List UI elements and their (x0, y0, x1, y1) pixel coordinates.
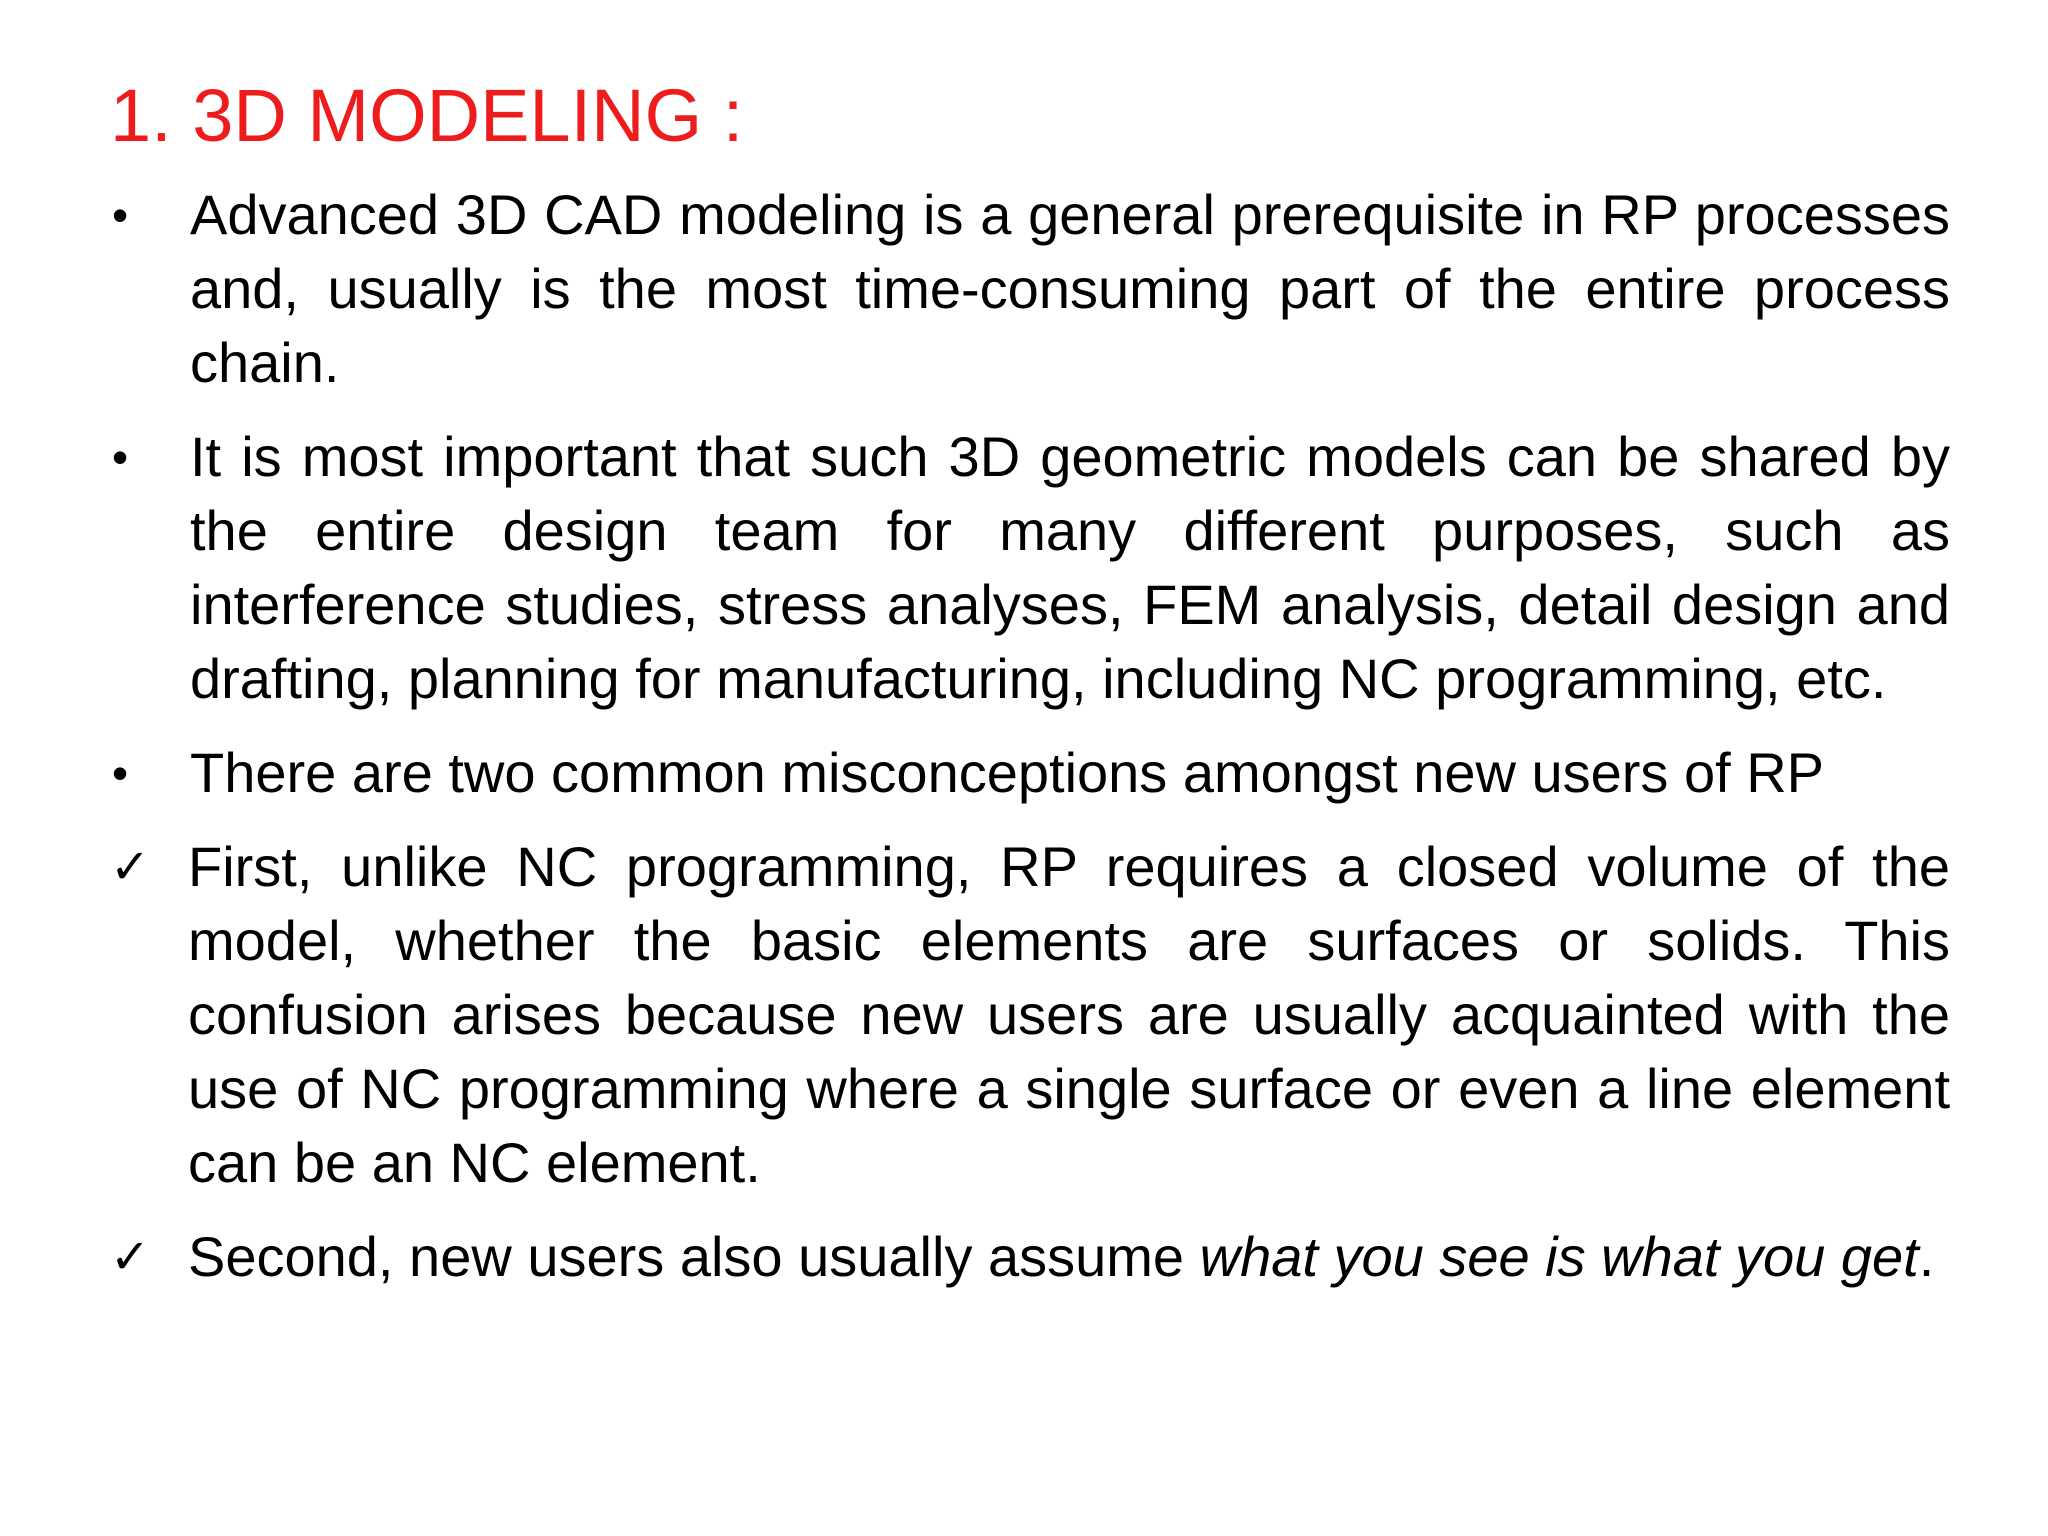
list-item-text (188, 1220, 1950, 1294)
list-item (110, 1220, 1950, 1294)
bullet-icon: • (112, 747, 129, 799)
checkmark-icon: ✓ (110, 839, 151, 895)
list-item-text-italic: what you see is what you get (1199, 1225, 1919, 1288)
slide-title: 1. 3D MODELING : (110, 74, 744, 157)
checkmark-icon: ✓ (110, 1229, 151, 1285)
list-item-text: It is most important that such 3D geometric models can be shared by the entire design team for many different purposes, such as interference studies, stress analyses, FEM analysis, detail design and drafting, planning for manufacturing, including NC programming, etc. (190, 425, 1950, 710)
bullet-list (110, 178, 1950, 1314)
list-item (110, 736, 1950, 810)
list-item (110, 830, 1950, 1200)
list-item (110, 178, 1950, 400)
list-item-text: Advanced 3D CAD modeling is a general prerequisite in RP processes and, usually is the most time-consuming part of the entire process chain. (190, 183, 1950, 394)
bullet-icon: • (112, 189, 129, 241)
list-item-text-end: . (1918, 1225, 1935, 1288)
list-item (110, 420, 1950, 716)
list-item-text: First, unlike NC programming, RP requires a closed volume of the model, whether the basic elements are surfaces or solids. This confusion arises because new users are usually acquainted with the use of NC programming where a single surface or even a line element can be an NC element. (188, 835, 1950, 1194)
list-item-text: There are two common misconceptions amongst new users of RP (190, 741, 1825, 804)
list-item-text-plain: Second, new users also usually assume (188, 1225, 1200, 1288)
bullet-icon: • (112, 431, 129, 483)
